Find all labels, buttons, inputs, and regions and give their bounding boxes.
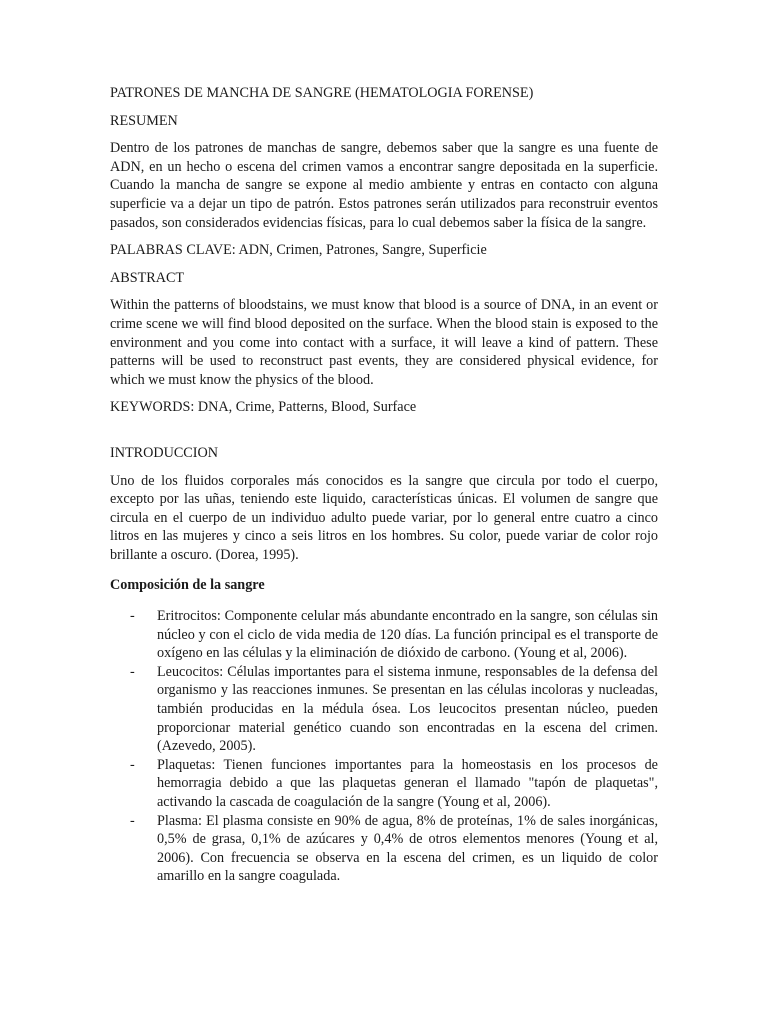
resumen-heading: RESUMEN bbox=[110, 112, 178, 129]
list-item bbox=[110, 663, 658, 756]
list-item bbox=[110, 607, 658, 663]
document-page bbox=[110, 84, 658, 886]
list-item-text: Eritrocitos: Componente celular más abundante encontrado en la sangre, son células sin núcleo y con el ciclo de vida media de 120 días. La función principal es el transporte de oxígeno en las células y la eliminación de dióxido de carbono. (Young et al, 2006). bbox=[157, 608, 658, 662]
dash-bullet: - bbox=[130, 663, 135, 680]
section-spacer bbox=[110, 426, 658, 444]
dash-bullet: - bbox=[130, 756, 135, 773]
introduccion-heading: INTRODUCCION bbox=[110, 444, 218, 461]
list-item-text: Leucocitos: Células importantes para el sistema inmune, responsables de la defensa del organismo y las reacciones inmunes. Se presentan en las células incoloras y nucleadas, también producidas en la médula ósea. Los leucocitos presentan núcleo, pueden proporcionar material genético cuando son encontradas en la escena del crimen. (Azevedo, 2005). bbox=[157, 663, 658, 755]
abstract-heading: ABSTRACT bbox=[110, 269, 185, 286]
resumen-paragraph: Dentro de los patrones de manchas de sangre, debemos saber que la sangre es una fuente de ADN, en un hecho o escena del crimen vamos a encontrar sangre depositada en la superficie. Cuando la mancha de sangre se expone al medio ambiente y entras en contacto con alguna superficie va a dejar un tipo de patrón. Estos patrones serán utilizados para reconstruir eventos pasados, son considerados evidencias físicas, para lo cual debemos saber la física de la sangre. bbox=[110, 140, 658, 231]
dash-bullet: - bbox=[130, 812, 135, 829]
introduccion-paragraph: Uno de los fluidos corporales más conocidos es la sangre que circula por todo el cuerpo, excepto por las uñas, teniendo este liquido, características únicas. El volumen de sangre que circula en el cuerpo de un individuo adulto puede variar, por lo general entre cuatro a cinco litros en las mujeres y cinco a seis litros en los hombres. Su color, puede variar de color rojo brillante a oscuro. (Dorea, 1995). bbox=[110, 472, 658, 563]
composicion-heading: Composición de la sangre bbox=[110, 577, 265, 594]
abstract-paragraph: Within the patterns of bloodstains, we must know that blood is a source of DNA, in an event or crime scene we will find blood deposited on the surface. When the blood stain is exposed to the environment and you come into contact with a surface, it will leave a kind of pattern. These patterns will be used to reconstruct past events, they are considered physical evidence, for which we must know the physics of the blood. bbox=[110, 297, 658, 388]
list-item-text: Plaquetas: Tienen funciones importantes para la homeostasis en los procesos de hemorragia debido a que las plaquetas generan el llamado "tapón de plaquetas", activando la cascada de coagulación de la sangre (Young et al, 2006). bbox=[157, 756, 658, 810]
palabras-clave: PALABRAS CLAVE: ADN, Crimen, Patrones, Sangre, Superficie bbox=[110, 242, 487, 259]
list-item-text: Plasma: El plasma consiste en 90% de agua, 8% de proteínas, 1% de sales inorgánicas, 0,5% de grasa, 0,1% de azúcares y 0,4% de otros elementos menores (Young et al, 2006). Con frecuencia se observa en la escena del crimen, es un liquido de color amarillo en la sangre coagulada. bbox=[157, 812, 658, 885]
composicion-list bbox=[110, 607, 658, 886]
dash-bullet: - bbox=[130, 608, 135, 625]
keywords: KEYWORDS: DNA, Crime, Patterns, Blood, Surface bbox=[110, 399, 417, 416]
list-item bbox=[110, 812, 658, 886]
document-title: PATRONES DE MANCHA DE SANGRE (HEMATOLOGIA FORENSE) bbox=[110, 85, 534, 101]
list-item bbox=[110, 756, 658, 812]
